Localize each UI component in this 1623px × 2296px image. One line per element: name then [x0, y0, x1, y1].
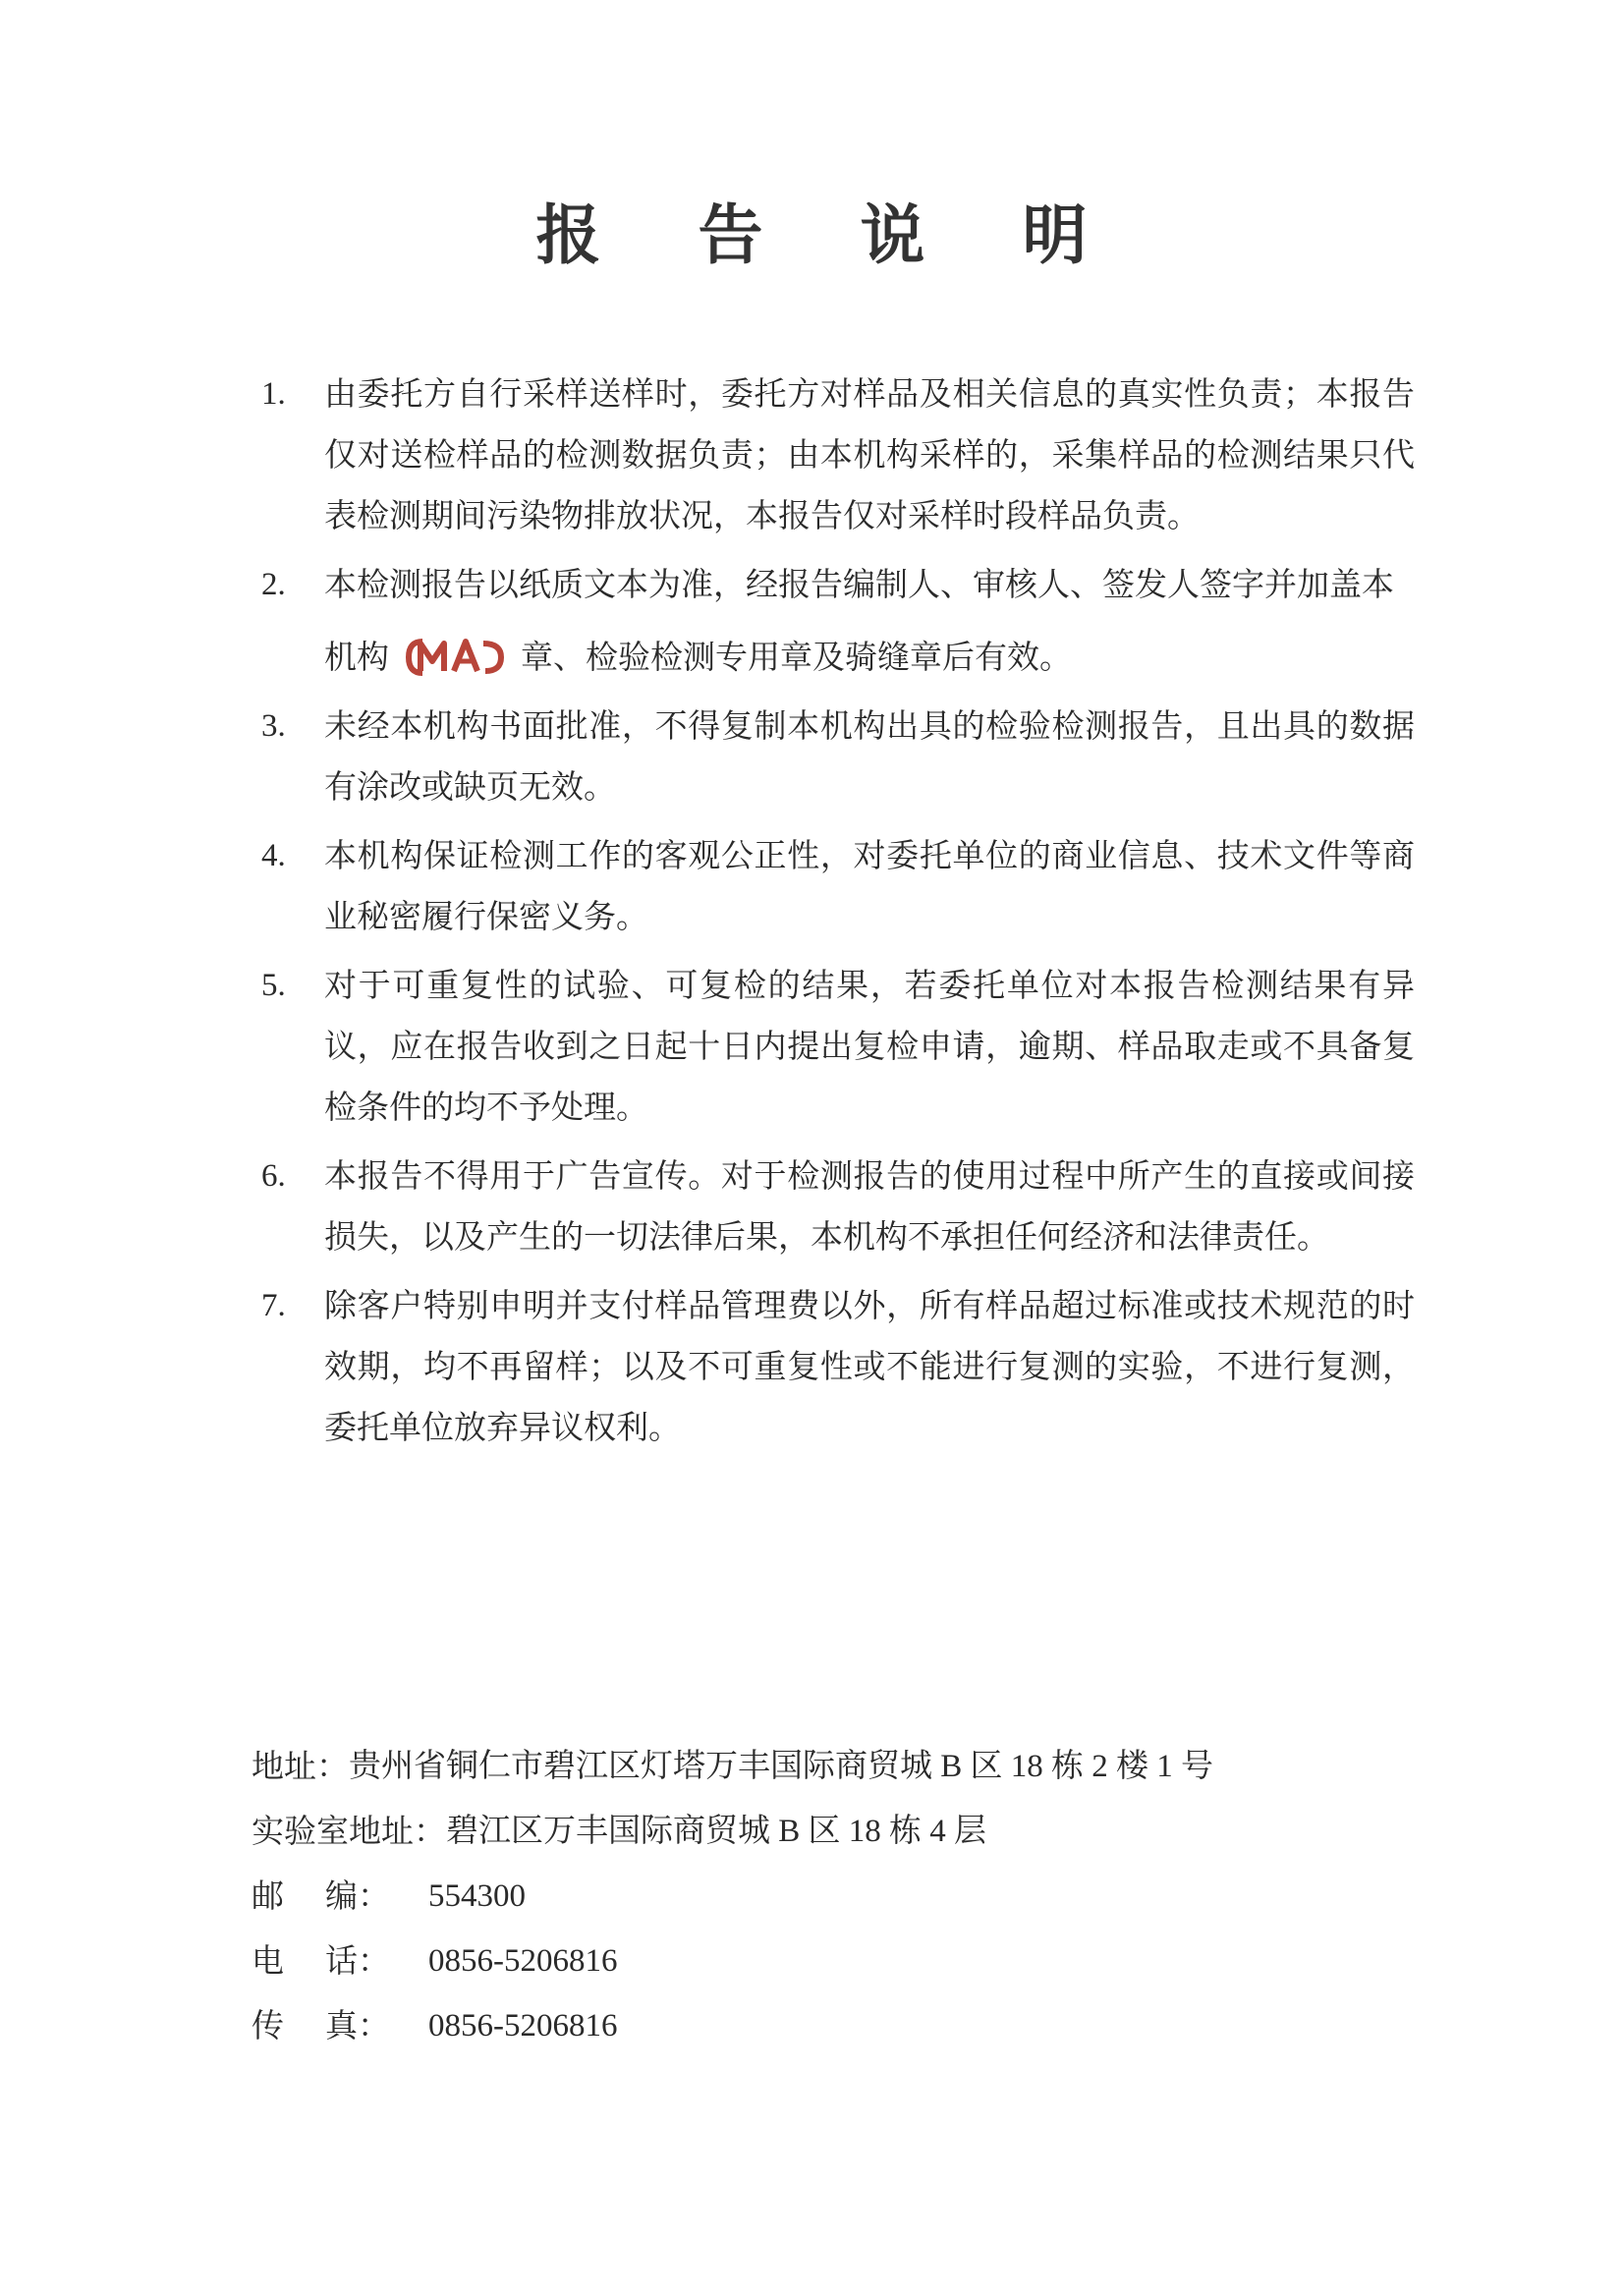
lab-address-row — [252, 1799, 1430, 1864]
note-item-1 — [255, 364, 1415, 546]
note-number: 3. — [261, 708, 286, 744]
note-number: 7. — [261, 1288, 286, 1323]
note-text: 由委托方自行采样送样时，委托方对样品及相关信息的真实性负责；本报告仅对送检样品的检测数据负责；由本机构采样的，采集样品的检测结果只代表检测期间污染物排放状况，本报告仅对采样时段样品负责。 — [324, 374, 1415, 534]
note-text: 本报告不得用于广告宣传。对于检测报告的使用过程中所产生的直接或间接损失，以及产生的一切法律后果，本机构不承担任何经济和法律责任。 — [324, 1156, 1415, 1256]
report-notes-list — [255, 364, 1415, 1458]
phone-label: 电 话： — [252, 1941, 390, 1980]
postcode-label: 邮 编： — [252, 1876, 390, 1915]
address-label: 地址： — [252, 1747, 349, 1785]
note-text-line-1: 本检测报告以纸质文本为准，经报告编制人、审核人、签发人签字并加盖本 — [324, 565, 1394, 603]
address-value: 贵州省铜仁市碧江区灯塔万丰国际商贸城 B 区 18 栋 2 楼 1 号 — [349, 1749, 1214, 1784]
note-text: 除客户特别申明并支付样品管理费以外，所有样品超过标准或技术规范的时效期，均不再留样；以及不可重复性或不能进行复测的实验，不进行复测，委托单位放弃异议权利。 — [324, 1286, 1415, 1446]
address-row — [252, 1734, 1430, 1799]
note-item-5 — [255, 955, 1415, 1138]
cma-mark-icon — [403, 632, 507, 683]
fax-value: 0856-5206816 — [428, 2008, 618, 2044]
note-text-prefix: 机构 — [324, 638, 389, 676]
lab-address-label: 实验室地址： — [252, 1812, 446, 1850]
cma-mark-label: CMA — [455, 681, 458, 682]
phone-row — [252, 1929, 1430, 1993]
note-item-7 — [255, 1275, 1415, 1458]
contact-info — [252, 1734, 1430, 2058]
note-item-4 — [255, 825, 1415, 947]
lab-address-value: 碧江区万丰国际商贸城 B 区 18 栋 4 层 — [446, 1814, 987, 1849]
note-number: 6. — [261, 1158, 286, 1194]
page-title: 报 告 说 明 — [535, 196, 1125, 273]
note-number: 4. — [261, 838, 286, 873]
note-text: 本机构保证检测工作的客观公正性，对委托单位的商业信息、技术文件等商业秘密履行保密义务。 — [324, 836, 1415, 935]
note-item-2 — [255, 554, 1415, 688]
note-number: 5. — [261, 968, 286, 1003]
fax-label: 传 真： — [252, 2006, 390, 2044]
phone-value: 0856-5206816 — [428, 1943, 618, 1979]
note-item-6 — [255, 1146, 1415, 1267]
note-text-suffix: 章、检验检测专用章及骑缝章后有效。 — [521, 638, 1072, 676]
note-text: 未经本机构书面批准，不得复制本机构出具的检验检测报告，且出具的数据有涂改或缺页无效。 — [324, 706, 1415, 806]
fax-row — [252, 1993, 1430, 2058]
postcode-row — [252, 1864, 1430, 1929]
note-number: 1. — [261, 376, 286, 412]
postcode-value: 554300 — [428, 1878, 526, 1914]
note-text: 对于可重复性的试验、可复检的结果，若委托单位对本报告检测结果有异议，应在报告收到之日起十日内提出复检申请，逾期、样品取走或不具备复检条件的均不予处理。 — [324, 966, 1415, 1126]
note-item-3 — [255, 696, 1415, 817]
note-number: 2. — [261, 567, 286, 602]
